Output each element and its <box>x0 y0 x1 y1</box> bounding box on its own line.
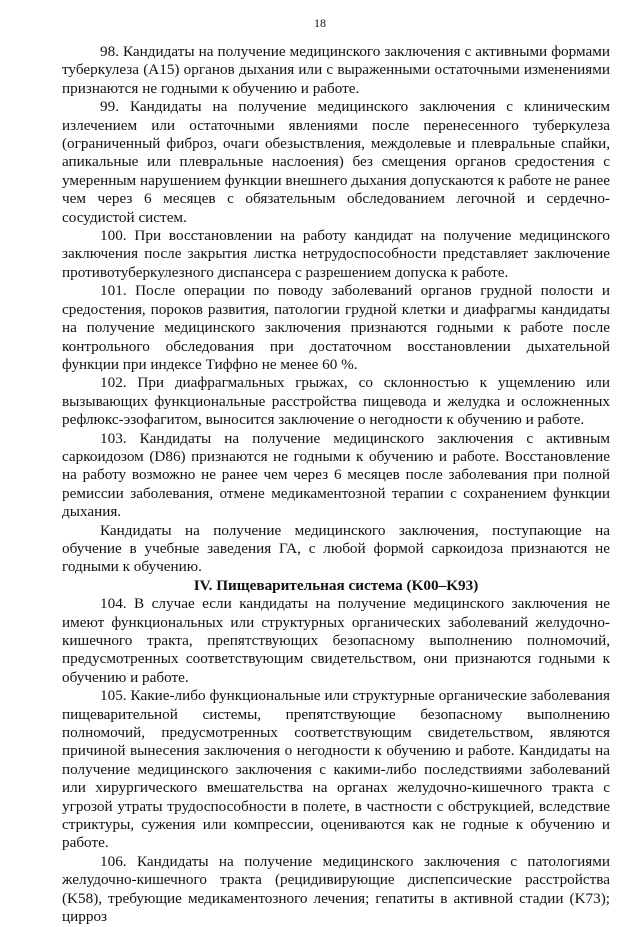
paragraph-sarcoidosis-note: Кандидаты на получение медицинского заключения, поступающие на обучение в учебные заведения ГА, с любой формой саркоидоза признаются не годными к обучению. <box>62 521 610 576</box>
paragraph-98: 98. Кандидаты на получение медицинского заключения с активными формами туберкулеза (A15) органов дыхания или с выраженными остаточными изменениями признаются не годными к обучению и работе. <box>62 43 610 97</box>
paragraph-100: 100. При восстановлении на работу кандидат на получение медицинского заключения после закрытия листка нетрудоспособности представляет заключение противотуберкулезного диспансера с разрешением допуска к работе. <box>62 227 610 281</box>
document-body <box>62 43 610 927</box>
paragraph-99: 99. Кандидаты на получение медицинского заключения с клиническим излечением или остаточными явлениями после перенесенного туберкулеза (ограниченный фиброз, очаги обезыствления, междолевые и плевральные спайки, апикальные или плевральные наслоения) без смещения органов средостения с умеренным нарушением функции внешнего дыхания допускаются к работе не ранее чем через 6 месяцев с обязательным обследованием легочной и сердечно-сосудистой систем. <box>62 98 610 226</box>
paragraph-106: 106. Кандидаты на получение медицинского заключения с патологиями желудочно-кишечного тракта (рецидивирующие диспепсические расстройства (K58), требующие медикаментозного лечения; гепатиты в активной стадии (K73); цирроз <box>62 852 610 926</box>
paragraph-104: 104. В случае если кандидаты на получение медицинского заключения не имеют функциональных или структурных органических заболеваний желудочно-кишечного тракта, препятствующих безопасному выполнению полномочий, предусмотренных соответствующим свидетельством, они признаются годными к обучению и работе. <box>62 595 610 686</box>
page-number: 18 <box>314 16 326 30</box>
section-heading: IV. Пищеварительная система (K00–K93) <box>193 576 479 594</box>
paragraph-105: 105. Какие-либо функциональные или структурные органические заболевания пищеварительной системы, препятствующие безопасному выполнению полномочий, предусмотренных соответствующим свидетельством, являются причиной вынесения заключения о негодности к обучению и работе. Кандидаты на получение медицинского заключения с какими-либо последствиями заболеваний или хирургического вмешательства на органах желудочно-кишечного тракта с угрозой утраты трудоспособности в полете, в частности с обструкцией, вследствие стриктуры, сужения или компрессии, оцениваются как не годные к обучению и работе. <box>62 687 610 852</box>
paragraph-103: 103. Кандидаты на получение медицинского заключения с активным саркоидозом (D86) признаются не годными к обучению и работе. Восстановление на работу возможно не ранее чем через 6 месяцев после заболевания при полной ремиссии заболевания, отмене медикаментозной терапии с сохранением функции дыхания. <box>62 429 610 521</box>
paragraph-101: 101. После операции по поводу заболеваний органов грудной полости и средостения, пороков развития, патологии грудной клетки и диафрагмы кандидаты на получение медицинского заключения признаются годными к работе после контрольного обследования при достаточном восстановлении дыхательной функции при индексе Тиффно не менее 60 %. <box>62 282 610 373</box>
paragraph-102: 102. При диафрагмальных грыжах, со склонностью к ущемлению или вызывающих функциональные расстройства пищевода и желудка и осложненных рефлюкс-эзофагитом, выносится заключение о негодности к обучению и работе. <box>62 374 610 429</box>
